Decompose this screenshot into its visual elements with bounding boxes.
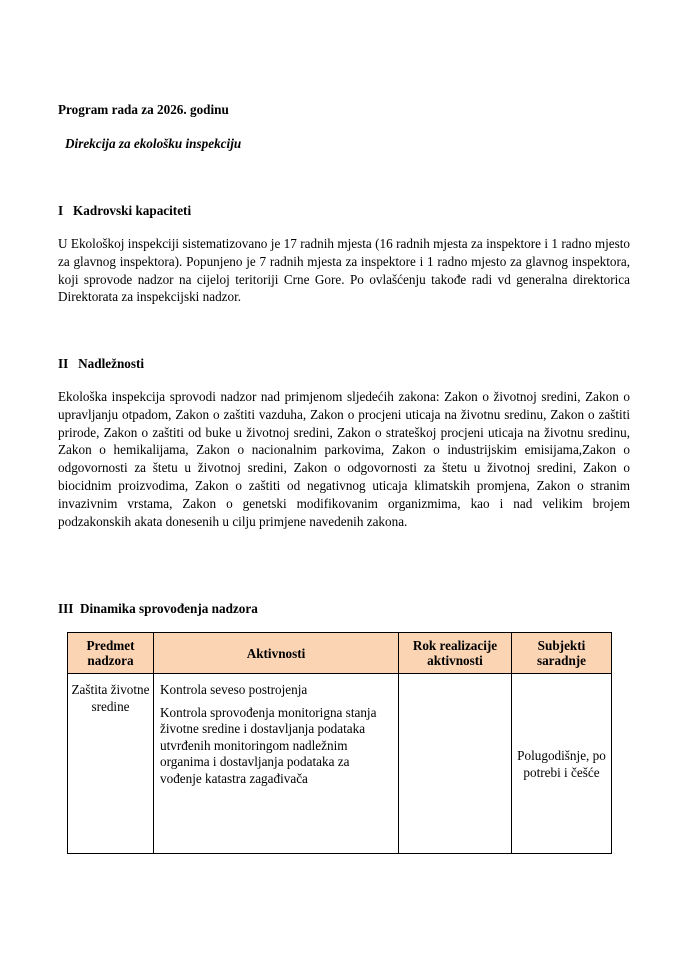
- header-activities: Aktivnosti: [154, 633, 399, 674]
- header-deadline: Rok realizacije aktivnosti: [399, 633, 512, 674]
- supervision-table: [67, 632, 612, 854]
- section-text-competences: Ekološka inspekcija sprovodi nadzor nad primjenom sljedećih zakona: Zakon o životnoj sredini, Zakon o upravljanju otpadom, Zakon o zaštiti vazduha, Zakon o procjeni uticaja na životnu sredinu, Zakon o zaštiti prirode, Zakon o zaštiti od buke u životnoj sredini, Zakon o strateškoj procjeni uticaja na životnu sredinu, Zakon o hemikalijama, Zakon o nacionalnim parkovima, Zakon o industrijskim emisijama,Zakon o odgovornosti za štetu u životnoj sredini, Zakon o odgovornosti za štetu u životnoj sredini, Zakon o biocidnim proizvodima, Zakon o zaštiti od negativnog uticaja klimatskih promjena, Zakon o stranim invazivnim vrstama, Zakon o genetski modifikovanim organizmima, kao i nad velikim brojem podzakonskih akata donesenih u cilju primjene navedenih zakona.: [58, 389, 630, 529]
- section-text-staff: U Ekološkoj inspekciji sistematizovano je 17 radnih mjesta (16 radnih mjesta za inspektore i 1 radno mjesto za glavnog inspektora). Popunjeno je 7 radnih mjesta za inspektore i 1 radno mjesto za glavnog inspektora, koji sprovode nadzor na cijeloj teritoriji Crne Gore. Po ovlašćenju takođe radi vd generalna direktorica Direktorata za inspekcijski nadzor.: [58, 236, 630, 305]
- department-subtitle: Direkcija za ekološku inspekciju: [65, 136, 242, 151]
- cell-activities: [154, 674, 399, 854]
- cell-subject: Zaštita životne sredine: [68, 674, 154, 854]
- document-title: Program rada za 2026. godinu: [58, 102, 229, 117]
- header-subject: Predmet nadzora: [68, 633, 154, 674]
- table-row: [68, 674, 612, 854]
- header-partners: Subjekti saradnje: [512, 633, 612, 674]
- section-heading-staff: I Kadrovski kapaciteti: [58, 203, 192, 218]
- cell-deadline: [399, 674, 512, 854]
- activity-item: Kontrola seveso postrojenja: [160, 682, 308, 697]
- cell-partners: Polugodišnje, po potrebi i češće: [512, 674, 612, 854]
- section-heading-competences: II Nadležnosti: [58, 356, 145, 371]
- table-header-row: [68, 633, 612, 674]
- activity-item: Kontrola sprovođenja monitorigna stanja životne sredine i dostavljanja podataka utvrđenih monitoringom nadležnim organima i dostavljanja podataka za vođenje katastra zagađivača: [160, 704, 377, 786]
- section-heading-dynamics: III Dinamika sprovođenja nadzora: [58, 601, 258, 616]
